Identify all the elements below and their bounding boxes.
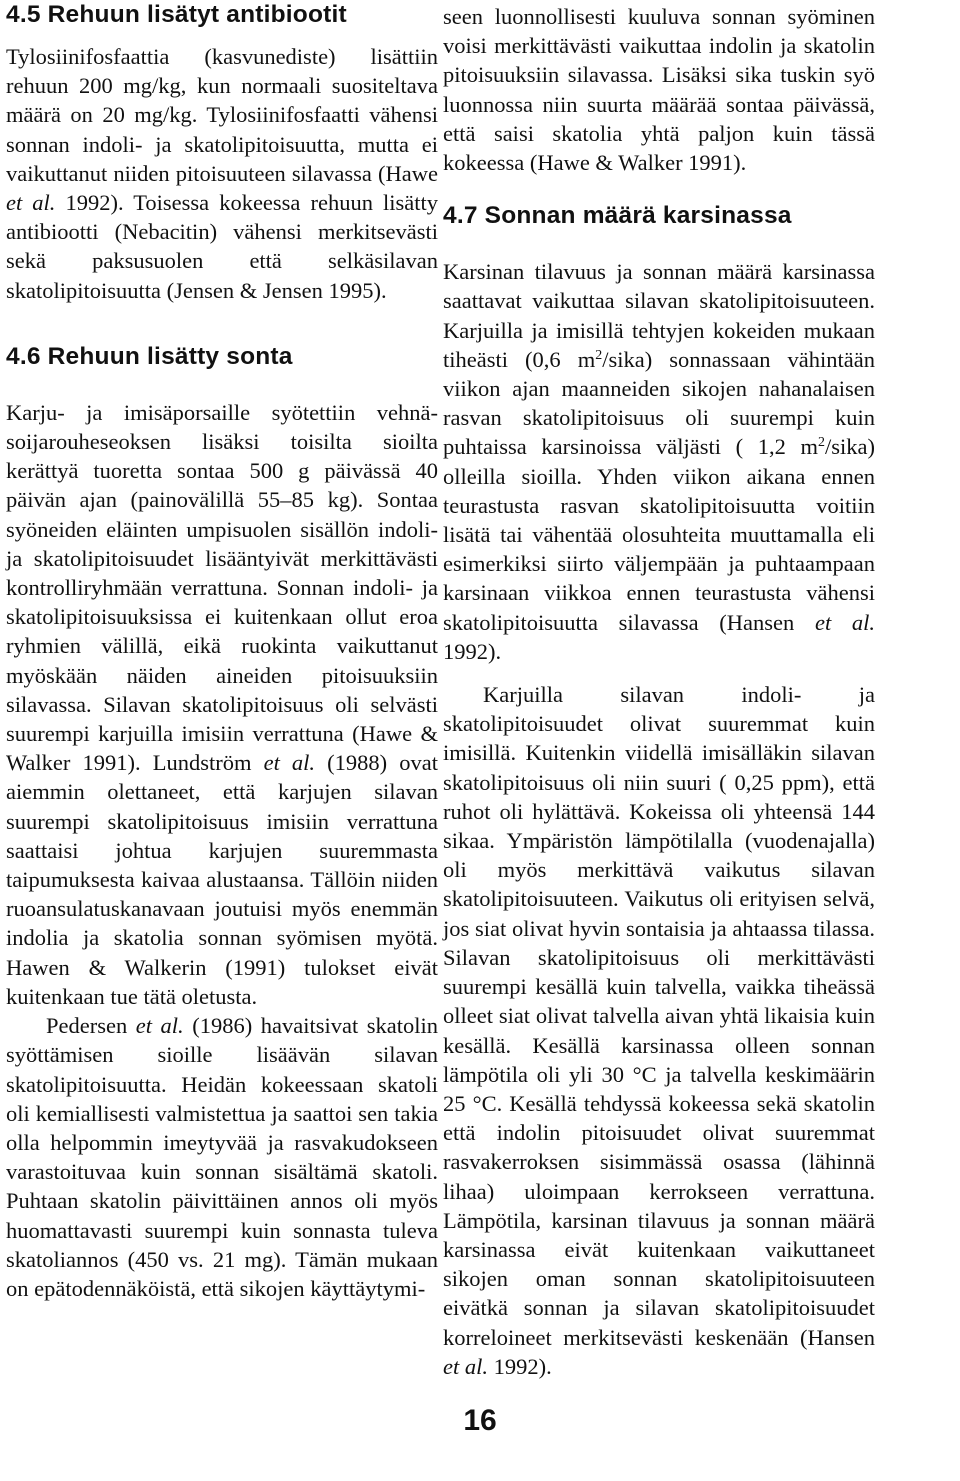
section-4-6-paragraph-1: Karju- ja imisäporsaille syötettiin vehnä-soijarouheseoksen lisäksi toisilta sioilta kerättyä tuoretta sontaa 500 g päivässä 40 päivän ajan (painovälillä 55–85 kg). Sontaa syöneiden eläinten umpisuolen sisällön indoli- ja skatolipitoisuudet lisääntyivät merkittävästi kontrolliryhmään verrattuna. Sonnan indoli- ja skatolipitoisuuksissa ei kuitenkaan ollut eroa ryhmien välillä, eikä ruokinta vaikuttanut myöskään näiden aineiden pitoisuuksiin silavassa. Silavan skatolipitoisuus oli selvästi suurempi karjuilla imisiin verrattuna (Hawe & Walker 1991). Lundström et al. (1988) ovat aiemmin olettaneet, että karjujen silavan suurempi skatolipitoisuus imisiin verrattuna saattaisi johtua karjujen suuremmasta taipumuksesta kaivaa alustaansa. Tällöin niiden ruoansulatuskanavaan joutuisi myös enemmän indolia ja skatolia sonnan syömisen myötä. Hawen & Walkerin (1991) tulokset eivät kuitenkaan tue tätä oletusta.	[6, 399, 438, 1009]
section-4-6-paragraph-2-continued: seen luonnollisesti kuuluva sonnan syöminen voisi merkittävästi vaikuttaa indolin ja skatolin pitoisuuksiin silavassa. Lisäksi sika tuskin syö luonnossa niin suurta määrää sontaa päivässä, että saisi skatolia yhtä paljon kuin tässä kokeessa (Hawe & Walker 1991).	[443, 4, 875, 176]
section-4-5-heading: 4.5 Rehuun lisätyt antibiootit	[6, 1, 347, 28]
section-4-6-heading: 4.6 Rehuun lisätty sonta	[6, 342, 293, 370]
section-4-5-paragraph: Tylosiinifosfaattia (kasvunediste) lisättiin rehuun 200 mg/kg, kun normaali suositeltava määrä on 20 mg/kg. Tylosiinifosfaatti vähensi sonnan indoli- ja skatolipitoisuutta, mutta ei vaikuttanut niiden pitoisuuteen silavassa (Hawe et al. 1992). Toisessa kokeessa rehuun lisätty antibiootti (Nebacitin) vähensi merkitsevästi sekä paksusuolen että selkäsilavan skatolipitoisuutta (Jensen & Jensen 1995).	[6, 44, 438, 303]
left-column	[6, 0, 438, 1303]
page-number: 16	[463, 1404, 497, 1437]
section-4-6-paragraph-2: Pedersen et al. (1986) havaitsivat skatolin syöttämisen sioille lisäävän silavan skatolipitoisuutta. Heidän kokeessaan skatoli oli kemiallisesti valmistettua ja saattoi sen takia olla helpommin imeytyvää ja rasvakudokseen varastoituvaa kuin sonnan sisältämä skatoli. Puhtaan skatolin päivittäinen annos oli myös huomattavasti suurempi kuin sonnasta tuleva skatoliannos (450 vs. 21 mg). Tämän mukaan on epätodennäköistä, että sikojen käyttäytymi-	[6, 1013, 438, 1301]
section-4-7-paragraph-2: Karjuilla silavan indoli- ja skatolipitoisuudet olivat suuremmat kuin imisillä. Kuitenkin viidellä imisälläkin silavan skatolipitoisuus oli niin suuri ( 0,25 ppm), että ruhot oli hylättävä. Kokeissa oli yhteensä 144 sikaa. Ympäristön lämpötilalla (vuodenajalla) oli myös merkittävä vaikutus silavan skatolipitoisuuteen. Vaikutus oli erityisen selvä, jos siat olivat hyvin sontaisia ja ahtaassa tilassa. Silavan skatolipitoisuus oli merkittävästi suurempi kesällä kuin talvella, vaikka tiheässä olleet siat olivat talvella aivan yhtä likaisia kuin kesällä. Kesällä karsinassa olleen sonnan lämpötila oli yli 30 °C ja talvella keskimäärin 25 °C. Kesällä tehdyssä kokeessa sekä skatolin että indolin pitoisuudet olivat suuremmat rasvakerroksen sisimmässä osassa (lähinnä lihaa) uloimpaan kerrokseen verrattuna. Lämpötila, karsinan tilavuus ja sonnan määrä karsinassa eivät kuitenkaan vaikuttaneet sikojen oman sonnan skatolipitoisuuteen eivätkä sonnan ja silavan skatolipitoisuudet korreloineet merkitsevästi keskenään (Hansen et al. 1992).	[443, 682, 875, 1379]
section-4-7-heading: 4.7 Sonnan määrä karsinassa	[443, 202, 792, 230]
section-4-7-paragraph-1: Karsinan tilavuus ja sonnan määrä karsinassa saattavat vaikuttaa silavan skatolipitoisuuteen. Karjuilla ja imisillä tehtyjen kokeiden mukaan tiheästi (0,6 $m^2/sika$) sonnassaan vähintään viikon ajan maanneiden sikojen nahanalaisen rasvan skatolipitoisuus oli suurempi kuin puhtaissa karsinoissa väljästi ( 1,2 $m^2/sika$) olleilla sioilla. Yhden viikon aikana ennen teurastusta rasvan skatolipitoisuutta voitiin lisätä tai vähentää olosuhteita muuttamalla eli esimerkiksi siirto väljempään ja puhtaampaan karsinaan viikkoa ennen teurastusta vähensi skatolipitoisuutta silavassa (Hansen et al. 1992).	[443, 259, 875, 664]
right-column	[443, 2, 875, 1381]
